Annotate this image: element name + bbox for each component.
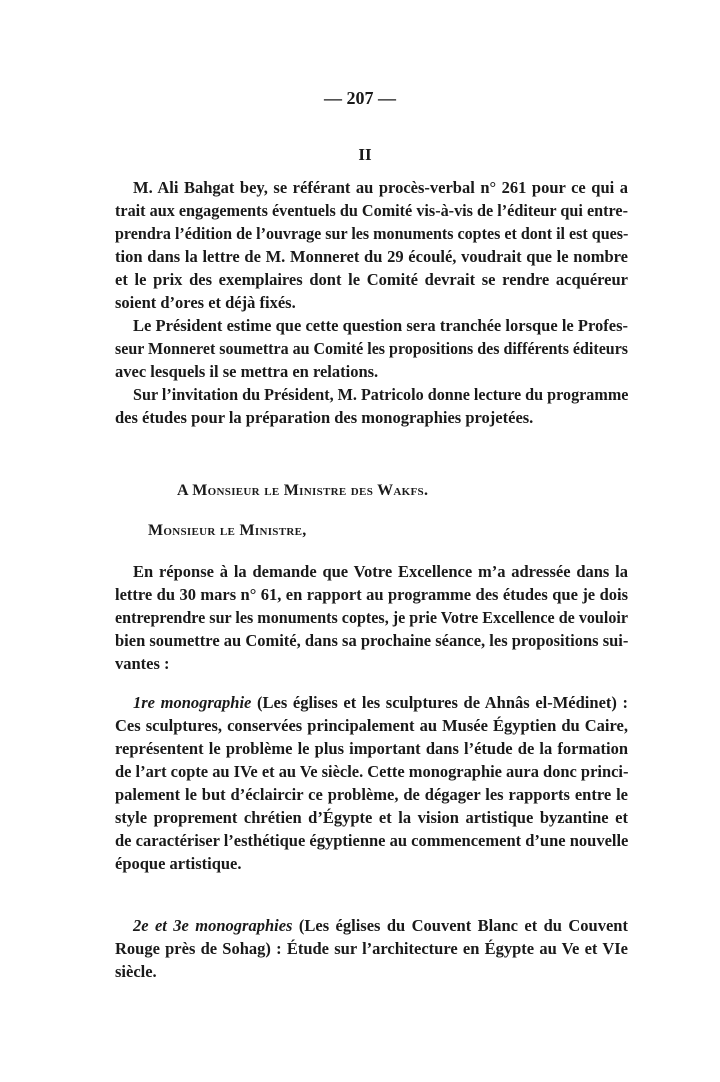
text-line	[133, 693, 628, 713]
text-line: prendra l’édition de l’ouvrage sur les monuments coptes et dont il est ques-	[115, 224, 629, 243]
text-line: des études pour la préparation des monographies projetées.	[115, 408, 534, 427]
text-line: de l’art copte au IVe et au Ve siècle. Cette monographie aura donc princi-	[115, 762, 629, 781]
text-line	[133, 916, 628, 936]
text-line: siècle.	[115, 962, 157, 981]
text-line: Rouge près de Sohag) : Étude sur l’architecture en Égypte au Ve et VIe	[115, 939, 628, 958]
section-heading: II	[358, 145, 372, 164]
text-line: Sur l’invitation du Président, M. Patricolo donne lecture du programme	[133, 385, 629, 404]
line-text: (Les églises et les sculptures de Ahnâs el-Médinet) :	[251, 693, 628, 712]
text-line: tion dans la lettre de M. Monneret du 29 écoulé, voudrait que le nombre	[115, 247, 628, 266]
text-line: palement le but d’éclaircir ce problème, de dégager les rapports entre le	[115, 785, 628, 804]
text-line: Le Président estime que cette question sera tranchée lorsque le Profes-	[133, 316, 628, 335]
text-line: soient d’ores et déjà fixés.	[115, 293, 296, 312]
line-text: (Les églises du Couvent Blanc et du Couvent	[292, 916, 628, 935]
text-line: lettre du 30 mars n° 61, en rapport au programme des études que je dois	[115, 585, 628, 604]
text-line: Ces sculptures, conservées principalement au Musée Égyptien du Caire,	[115, 716, 628, 735]
text-line: avec lesquels il se mettra en relations.	[115, 362, 379, 381]
italic-lead: 1re monographie	[133, 693, 252, 712]
text-line: M. Ali Bahgat bey, se référant au procès-verbal n° 261 pour ce qui a	[133, 178, 628, 197]
text-line: bien soumettre au Comité, dans sa prochaine séance, les propositions sui-	[115, 631, 629, 650]
text-line: En réponse à la demande que Votre Excellence m’a adressée dans la	[133, 562, 628, 581]
text-line: entreprendre sur les monuments coptes, je prie Votre Excellence de vouloir	[115, 608, 628, 627]
letter-address: A Monsieur le Ministre des Wakfs.	[177, 482, 429, 499]
letter-salutation: Monsieur le Ministre,	[148, 522, 307, 539]
page-number: — 207 —	[324, 88, 396, 108]
text-line: style proprement chrétien d’Égypte et la vision artistique byzantine et	[115, 808, 628, 827]
text-line: époque artistique.	[115, 854, 242, 873]
text-line: trait aux engagements éventuels du Comité vis-à-vis de l’éditeur qui entre-	[115, 201, 628, 220]
text-line: représentent le problème le plus important dans l’étude de la formation	[115, 739, 628, 758]
text-line: vantes :	[115, 654, 170, 673]
italic-lead: 2e et 3e monographies	[133, 916, 293, 935]
text-line: et le prix des exemplaires dont le Comité devrait se rendre acquéreur	[115, 270, 628, 289]
text-line: de caractériser l’esthétique égyptienne au commencement d’une nouvelle	[115, 831, 629, 850]
text-line: seur Monneret soumettra au Comité les propositions des différents éditeurs	[115, 339, 629, 358]
